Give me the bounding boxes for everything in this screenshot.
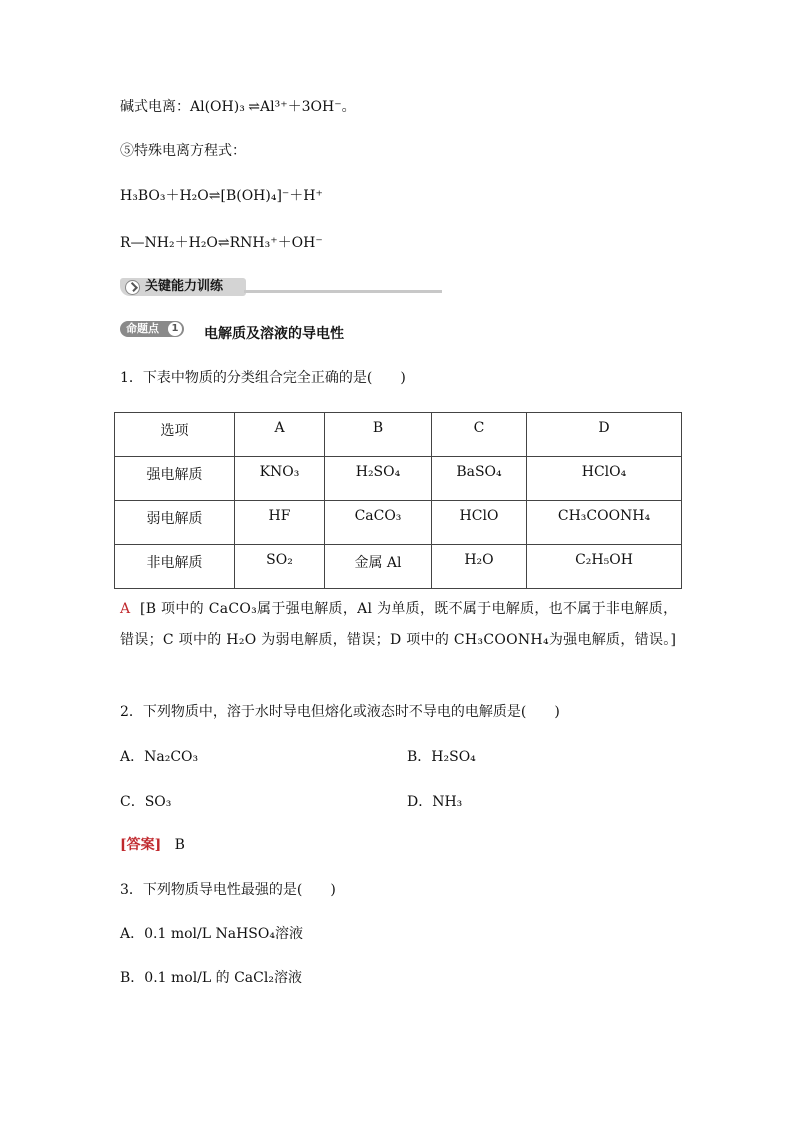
table-cell: CH₃COONH₄ [527, 501, 682, 545]
question-2-answer-line [120, 835, 185, 855]
table-header-cell: B [325, 413, 432, 457]
table-cell: H₂SO₄ [325, 457, 432, 501]
question-1-stem: 1．下表中物质的分类组合完全正确的是( ) [120, 370, 406, 386]
table-cell: C₂H₅OH [527, 545, 682, 589]
table-cell: HClO₄ [527, 457, 682, 501]
question-1-analysis [120, 594, 682, 656]
boric-acid-equation: H₃BO₃＋H₂O⇌[B(OH)₄]⁻＋H⁺ [120, 188, 323, 204]
question-1-explanation: [B 项中的 CaCO₃属于强电解质，Al 为单质，既不属于电解质，也不属于非电解质，错误；C 项中的 H₂O 为弱电解质，错误；D 项中的 CH₃COONH₄为强电解质，错误。] [120, 601, 678, 648]
question-3-option-a: A．0.1 mol/L NaHSO₄溶液 [120, 926, 303, 942]
question-2-option-a: A．Na₂CO₃ [120, 749, 199, 765]
question-2-option-c: C．SO₃ [120, 794, 172, 810]
section-title: 关键能力训练 [145, 279, 224, 294]
table-cell: H₂O [432, 545, 527, 589]
proposition-badge [120, 321, 184, 337]
table-row [115, 501, 682, 545]
question-2-answer: B [174, 837, 185, 853]
table-cell: BaSO₄ [432, 457, 527, 501]
section-header [120, 278, 442, 298]
question-3-option-b: B．0.1 mol/L 的 CaCl₂溶液 [120, 970, 302, 986]
table-cell: 弱电解质 [115, 501, 235, 545]
table-cell: SO₂ [235, 545, 325, 589]
question-1-answer: A [120, 601, 131, 617]
table-cell: 金属 Al [325, 545, 432, 589]
table-row [115, 413, 682, 457]
base-ionization-line: 碱式电离：Al(OH)₃ ⇌Al³⁺＋3OH⁻。 [120, 99, 356, 115]
proposition-label: 命题点 [126, 322, 159, 335]
proposition-title: 电解质及溶液的导电性 [204, 326, 344, 342]
classification-table [114, 412, 682, 589]
special-ionization-title: ⑤特殊电离方程式： [120, 143, 246, 159]
table-cell: 非电解质 [115, 545, 235, 589]
table-cell: CaCO₃ [325, 501, 432, 545]
amine-equation: R—NH₂＋H₂O⇌RNH₃⁺＋OH⁻ [120, 235, 323, 251]
table-header-cell: 选项 [115, 413, 235, 457]
proposition-number: 1 [168, 322, 182, 336]
section-divider [244, 290, 442, 293]
table-header-cell: A [235, 413, 325, 457]
question-2-option-b: B．H₂SO₄ [407, 749, 476, 765]
table-cell: KNO₃ [235, 457, 325, 501]
table-row [115, 457, 682, 501]
table-cell: HF [235, 501, 325, 545]
table-header-cell: D [527, 413, 682, 457]
table-cell: HClO [432, 501, 527, 545]
table-row [115, 545, 682, 589]
answer-label: [答案] [120, 837, 162, 853]
section-tag [120, 278, 246, 296]
table-cell: 强电解质 [115, 457, 235, 501]
question-2-option-d: D．NH₃ [407, 794, 463, 810]
table-header-cell: C [432, 413, 527, 457]
check-circle-icon [125, 280, 140, 295]
question-2-stem: 2．下列物质中，溶于水时导电但熔化或液态时不导电的电解质是( ) [120, 704, 560, 720]
question-3-stem: 3．下列物质导电性最强的是( ) [120, 882, 336, 898]
